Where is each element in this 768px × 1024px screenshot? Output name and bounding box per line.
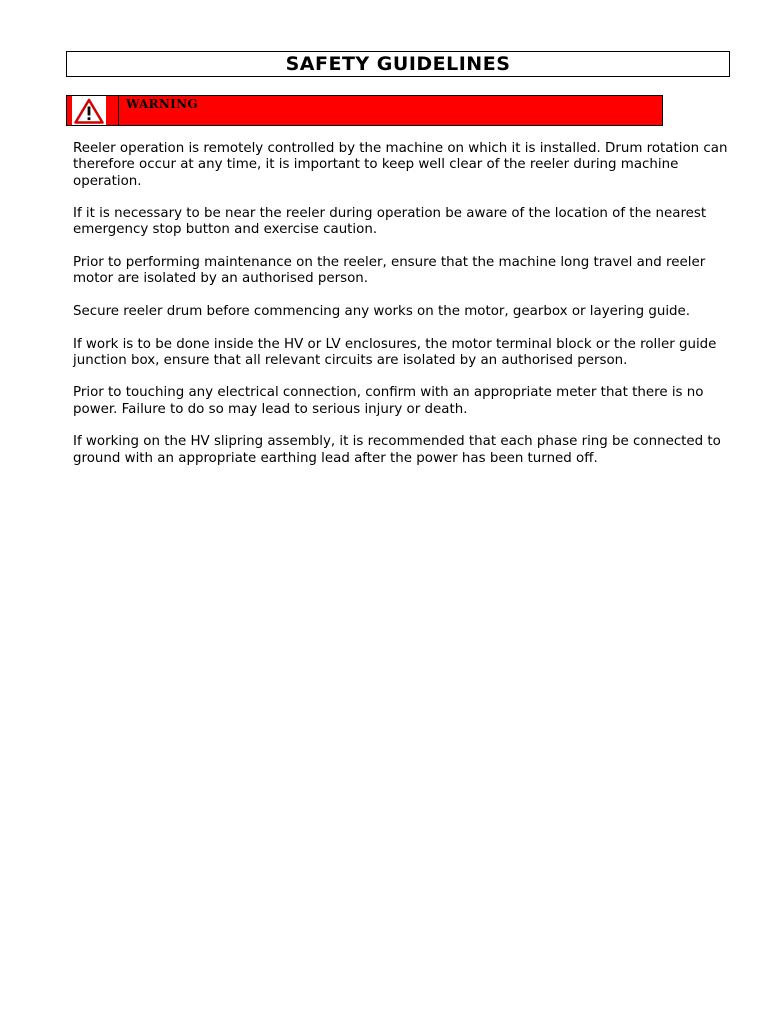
warning-icon-background (72, 96, 106, 125)
warning-banner (66, 95, 663, 126)
paragraph-6: Prior to touching any electrical connection, confirm with an appropriate meter that there is no power. Failure to do so may lead to serious injury or death. (73, 385, 704, 417)
safety-guidelines-body (73, 141, 733, 483)
paragraph-1: Reeler operation is remotely controlled by the machine on which it is installed. Drum rotation can therefore occur at any time, it is important to keep well clear of the reeler during machine operation. (73, 141, 728, 189)
warning-icon-cell (67, 96, 119, 125)
paragraph-7: If working on the HV slipring assembly, it is recommended that each phase ring be connected to ground with an appropriate earthing lead after the power has been turned off. (73, 434, 721, 466)
title-box (66, 51, 730, 77)
warning-triangle-icon (74, 98, 104, 124)
paragraph-2: If it is necessary to be near the reeler during operation be aware of the location of the nearest emergency stop button and exercise caution. (73, 206, 707, 238)
paragraph-3: Prior to performing maintenance on the reeler, ensure that the machine long travel and reeler motor are isolated by an authorised person. (73, 255, 706, 287)
warning-label: WARNING (126, 97, 198, 111)
paragraph-5: If work is to be done inside the HV or LV enclosures, the motor terminal block or the roller guide junction box, ensure that all relevant circuits are isolated by an authorised person. (73, 336, 717, 368)
page-title: SAFETY GUIDELINES (285, 52, 511, 75)
paragraph-4: Secure reeler drum before commencing any works on the motor, gearbox or layering guide. (73, 303, 691, 319)
